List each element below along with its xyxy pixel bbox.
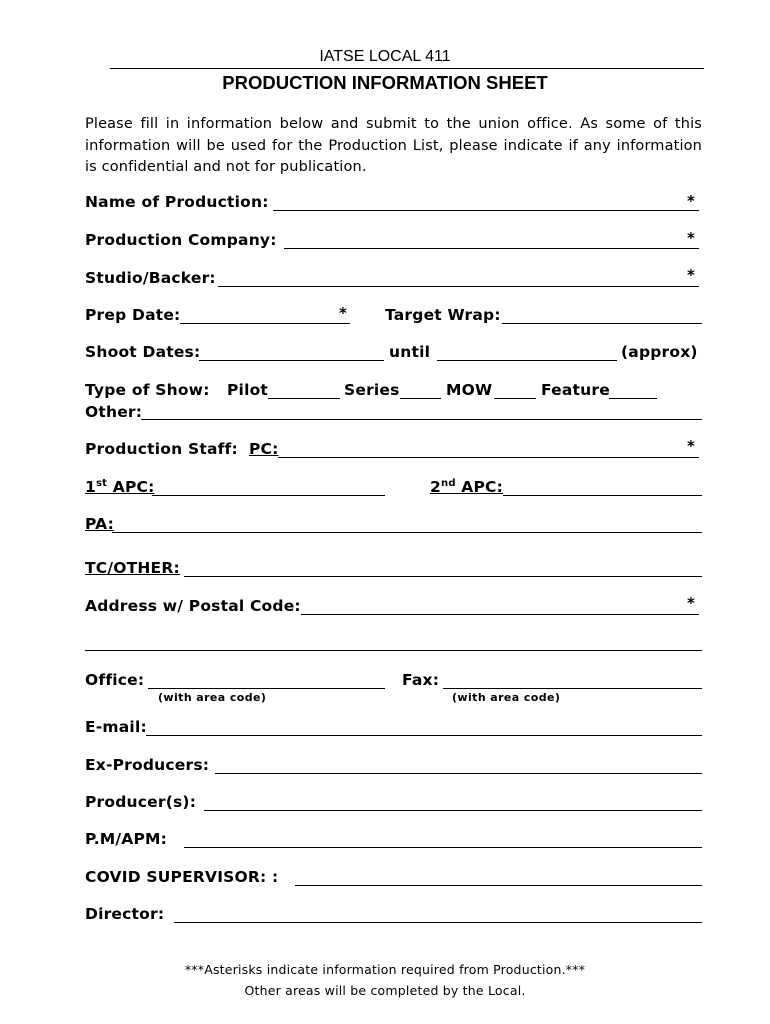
name-of-production-label: Name of Production: <box>85 193 269 211</box>
studio-backer-label: Studio/Backer: <box>85 269 216 287</box>
office-area-code-hint: (with area code) <box>158 691 267 704</box>
series-label: Series <box>344 381 400 399</box>
required-mark: * <box>687 266 695 284</box>
production-company-label: Production Company: <box>85 231 277 249</box>
office-field[interactable] <box>148 688 385 689</box>
type-of-show-label: Type of Show: <box>85 381 210 399</box>
tc-other-label: TC/OTHER: <box>85 559 180 577</box>
footer-note-asterisks: ***Asterisks indicate information required from Production.*** <box>184 962 586 977</box>
other-field[interactable] <box>141 419 702 420</box>
director-label: Director: <box>85 905 165 923</box>
fax-area-code-hint: (with area code) <box>452 691 561 704</box>
mow-field[interactable] <box>494 398 536 399</box>
first-apc-label: 1st APC: <box>85 477 155 496</box>
email-field[interactable] <box>146 735 702 736</box>
pilot-field[interactable] <box>268 398 340 399</box>
approx-label: (approx) <box>621 343 698 361</box>
address-field[interactable] <box>301 614 699 615</box>
producers-field[interactable] <box>204 810 702 811</box>
ex-producers-field[interactable] <box>215 773 702 774</box>
second-apc-field[interactable] <box>503 495 702 496</box>
prep-date-field[interactable] <box>180 323 350 324</box>
required-mark: * <box>687 437 695 455</box>
required-mark: * <box>687 229 695 247</box>
feature-field[interactable] <box>609 398 657 399</box>
covid-supervisor-label: COVID SUPERVISOR: : <box>85 868 279 886</box>
pc-field[interactable] <box>278 457 699 458</box>
covid-supervisor-field[interactable] <box>295 885 702 886</box>
first-apc-field[interactable] <box>152 495 385 496</box>
mow-label: MOW <box>446 381 493 399</box>
pa-label: PA: <box>85 515 115 533</box>
required-mark: * <box>687 594 695 612</box>
ex-producers-label: Ex-Producers: <box>85 756 210 774</box>
org-name: IATSE LOCAL 411 <box>319 48 451 65</box>
instructions-paragraph: Please fill in information below and submit to the union office. As some of this information will be used for the Production List, please indicate if any information is confidential and not for publication. <box>85 116 702 175</box>
footer-note-local: Other areas will be completed by the Local. <box>244 983 526 998</box>
pm-apm-label: P.M/APM: <box>85 830 168 848</box>
shoot-dates-label: Shoot Dates: <box>85 343 201 361</box>
target-wrap-field[interactable] <box>502 323 702 324</box>
pm-apm-field[interactable] <box>184 847 702 848</box>
director-field[interactable] <box>174 922 702 923</box>
target-wrap-label: Target Wrap: <box>385 306 501 324</box>
page-title: PRODUCTION INFORMATION SHEET <box>222 72 548 93</box>
fax-field[interactable] <box>443 688 702 689</box>
address-label: Address w/ Postal Code: <box>85 597 301 615</box>
name-of-production-field[interactable] <box>273 210 699 211</box>
required-mark: * <box>339 304 347 322</box>
production-staff-label: Production Staff: <box>85 440 238 458</box>
header-rule <box>110 68 704 69</box>
feature-label: Feature <box>541 381 610 399</box>
email-label: E-mail: <box>85 718 147 736</box>
second-apc-label: 2nd APC: <box>430 477 504 496</box>
producers-label: Producer(s): <box>85 793 197 811</box>
other-label: Other: <box>85 403 143 421</box>
pilot-label: Pilot <box>227 381 269 399</box>
required-mark: * <box>687 192 695 210</box>
shoot-dates-end-field[interactable] <box>437 360 617 361</box>
production-company-field[interactable] <box>284 248 699 249</box>
pa-field[interactable] <box>112 532 702 533</box>
address-field-line-2[interactable] <box>85 650 702 651</box>
prep-date-label: Prep Date: <box>85 306 181 324</box>
pc-label: PC: <box>249 440 279 458</box>
tc-other-field[interactable] <box>184 576 702 577</box>
office-label: Office: <box>85 671 145 689</box>
shoot-dates-start-field[interactable] <box>199 360 384 361</box>
until-label: until <box>389 343 431 361</box>
fax-label: Fax: <box>402 671 440 689</box>
studio-backer-field[interactable] <box>218 286 699 287</box>
series-field[interactable] <box>400 398 441 399</box>
